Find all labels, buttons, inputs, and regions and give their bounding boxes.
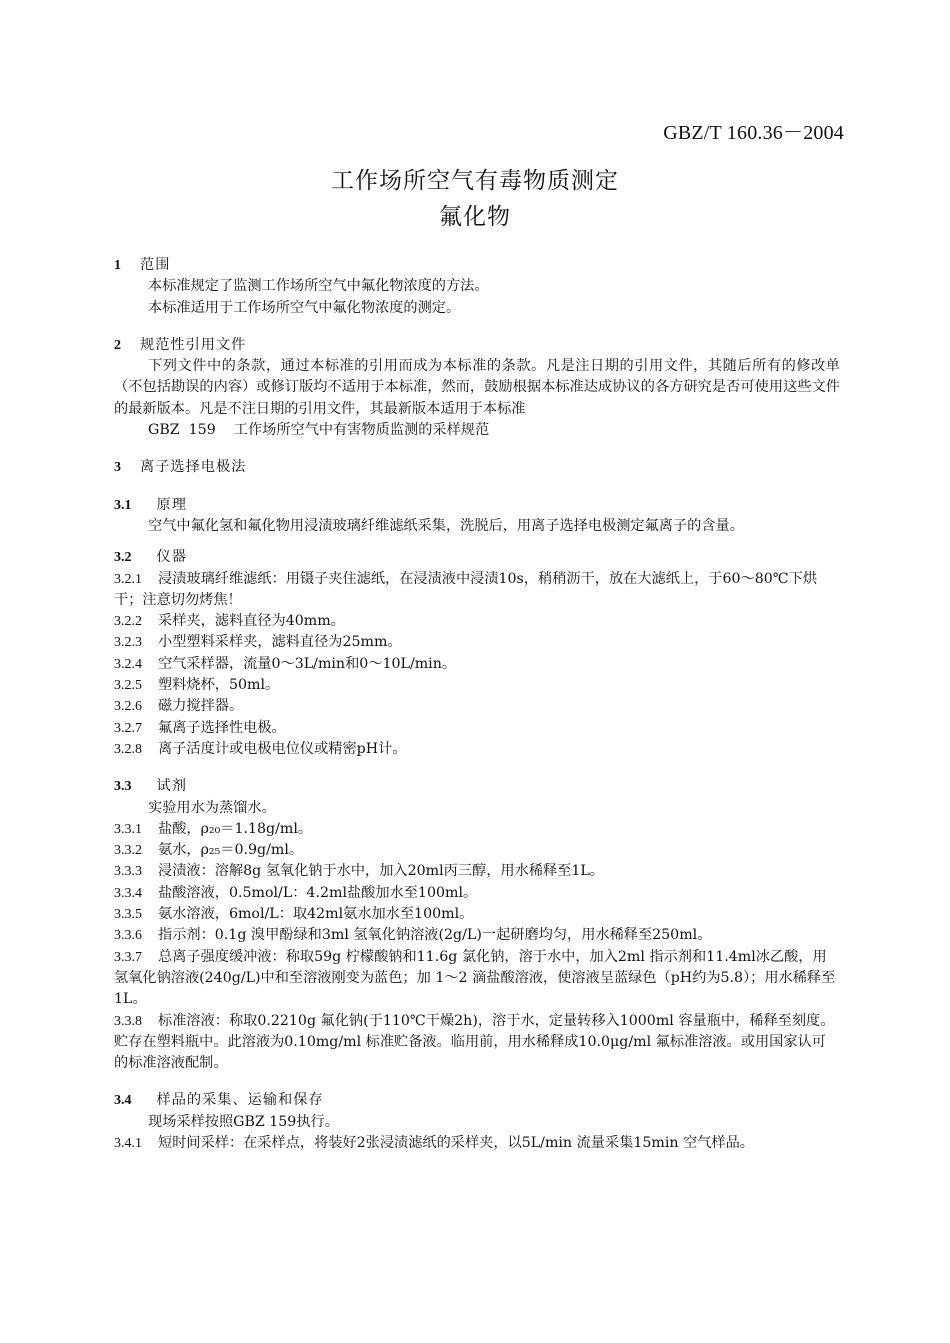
paragraph: 实验用水为蒸馏水。: [148, 799, 276, 816]
section-number: 3: [114, 460, 121, 476]
item-number: 3.3.4: [114, 885, 142, 901]
item-text: 标准溶液：称取0.2210g 氟化钠(于110℃干燥2h)，溶于水，定量转移入1000ml 容量瓶中，稀释至刻度。贮存在塑料瓶中。此溶液为0.10mg/ml 标准贮备液。临用前，用水稀释成10.0μg/ml 氟标准溶液。或用国家认可的标准溶液配制。: [114, 1012, 835, 1072]
item-text: 采样夹，滤料直径为40mm。: [158, 613, 345, 630]
item-number: 3.2.3: [114, 635, 142, 651]
item-number: 3.2.6: [114, 699, 142, 715]
list-item: [114, 654, 840, 675]
list-item: [114, 861, 840, 882]
item-text: 塑料烧杯，50ml。: [158, 677, 280, 694]
item-text: 离子活度计或电极电位仪或精密pH计。: [158, 740, 407, 757]
item-text: 氟离子选择性电极。: [158, 719, 286, 736]
section-title: 规范性引用文件: [140, 336, 247, 353]
section-number: 3.2: [114, 550, 132, 566]
item-number: 3.3.1: [114, 821, 142, 837]
section-number: 3.3: [114, 779, 132, 795]
section-heading-3: [114, 457, 840, 478]
list-item: [114, 696, 840, 717]
section-number: 3.1: [114, 497, 132, 513]
paragraph: 下列文件中的条款，通过本标准的引用而成为本标准的条款。凡是注日期的引用文件，其随后所有的修改单（不包括勘误的内容）或修订版均不适用于本标准，然而，鼓励根据本标准达成协议的各方研究是否可使用这些文件的最新版本。凡是不注日期的引用文件，其最新版本适用于本标准: [114, 358, 840, 417]
list-item: [114, 569, 840, 612]
list-item: [114, 904, 840, 925]
section-heading-2: [114, 335, 840, 356]
section-title: 仪器: [156, 549, 187, 566]
section-heading-3-1: [114, 495, 840, 516]
item-number: 3.2.7: [114, 720, 142, 736]
section-heading-1: [114, 255, 840, 276]
list-item: [114, 675, 840, 696]
item-number: 3.2.2: [114, 614, 142, 630]
section-title: 试剂: [156, 778, 187, 795]
item-number: 3.2.5: [114, 678, 142, 694]
document-title: 工作场所空气有毒物质测定: [331, 168, 619, 194]
section-heading-3-4: [114, 1090, 840, 1111]
item-text: 小型塑料采样夹，滤料直径为25mm。: [158, 634, 402, 651]
item-text: 盐酸溶液，0.5mol/L：4.2ml盐酸加水至100ml。: [158, 884, 478, 901]
section-heading-3-2: [114, 547, 840, 568]
paragraph: 本标准适用于工作场所空气中氟化物浓度的测定。: [148, 299, 461, 316]
list-item: [114, 947, 840, 1011]
document-subtitle: 氟化物: [439, 204, 511, 230]
item-number: 3.4.1: [114, 1135, 142, 1151]
list-item: [114, 739, 840, 760]
section-title: 离子选择电极法: [140, 459, 247, 476]
list-item: [114, 1133, 840, 1154]
item-text: 短时间采样：在采样点，将装好2张浸渍滤纸的采样夹，以5L/min 流量采集15min 空气样品。: [158, 1134, 754, 1151]
item-number: 3.3.2: [114, 843, 142, 859]
section-title: 范围: [140, 257, 171, 273]
item-text: 氨水，ρ₂₅＝0.9g/ml。: [158, 842, 304, 859]
section-title: 样品的采集、运输和保存: [156, 1092, 324, 1109]
item-number: 3.2.1: [114, 571, 142, 587]
section-title: 原理: [156, 496, 187, 513]
list-item: [114, 819, 840, 840]
list-item: [114, 840, 840, 861]
item-text: 空气采样器，流量0～3L/min和0～10L/min。: [158, 655, 457, 672]
item-text: 磁力搅拌器。: [158, 698, 244, 715]
item-number: 3.2.8: [114, 741, 142, 757]
list-item: [114, 632, 840, 653]
list-item: [114, 1011, 840, 1075]
list-item: [114, 718, 840, 739]
item-number: 3.2.4: [114, 656, 142, 672]
paragraph: 现场采样按照GBZ 159执行。: [148, 1113, 339, 1130]
paragraph: 本标准规定了监测工作场所空气中氟化物浓度的方法。: [148, 278, 489, 295]
item-text: 总离子强度缓冲液：称取59g 柠檬酸钠和11.6g 氯化钠，溶于水中，加入2ml 指示剂和11.4ml冰乙酸，用氢氧化钠溶液(240g/L)中和至溶液刚变为蓝色；加 1～2 滴盐酸溶液，使溶液呈蓝绿色（pH约为5.8）；用水稀释至1L。: [114, 948, 836, 1008]
paragraph: 空气中氟化氢和氟化物用浸渍玻璃纤维滤纸采集，洗脱后，用离子选择电极测定氟离子的含量。: [148, 517, 744, 534]
item-number: 3.3.3: [114, 864, 142, 880]
item-text: 浸渍液：溶解8g 氢氧化钠于水中，加入20ml丙三醇，用水稀释至1L。: [158, 863, 604, 880]
list-item: [114, 883, 840, 904]
item-number: 3.3.8: [114, 1013, 142, 1029]
item-number: 3.3.7: [114, 949, 142, 965]
item-text: 盐酸，ρ₂₀＝1.18g/ml。: [158, 820, 313, 837]
section-number: 1: [114, 258, 121, 273]
list-item: [114, 925, 840, 946]
section-heading-3-3: [114, 776, 840, 797]
section-number: 3.4: [114, 1093, 132, 1109]
standard-number: GBZ/T 160.36－2004: [663, 122, 844, 144]
item-number: 3.3.6: [114, 928, 142, 944]
item-text: 指示剂：0.1g 溴甲酚绿和3ml 氢氧化钠溶液(2g/L)一起研磨均匀，用水稀释至250ml。: [158, 927, 712, 944]
normative-reference: GBZ 159 工作场所空气中有害物质监测的采样规范: [148, 422, 490, 439]
item-text: 氨水溶液，6mol/L：取42ml氨水加水至100ml。: [158, 906, 474, 923]
document-body: [114, 255, 840, 1154]
item-text: 浸渍玻璃纤维滤纸：用镊子夹住滤纸，在浸渍液中浸渍10s，稍稍沥干，放在大滤纸上，于60～80℃下烘干；注意切勿烤焦！: [114, 570, 818, 608]
list-item: [114, 611, 840, 632]
section-number: 2: [114, 337, 121, 353]
item-number: 3.3.5: [114, 907, 142, 923]
